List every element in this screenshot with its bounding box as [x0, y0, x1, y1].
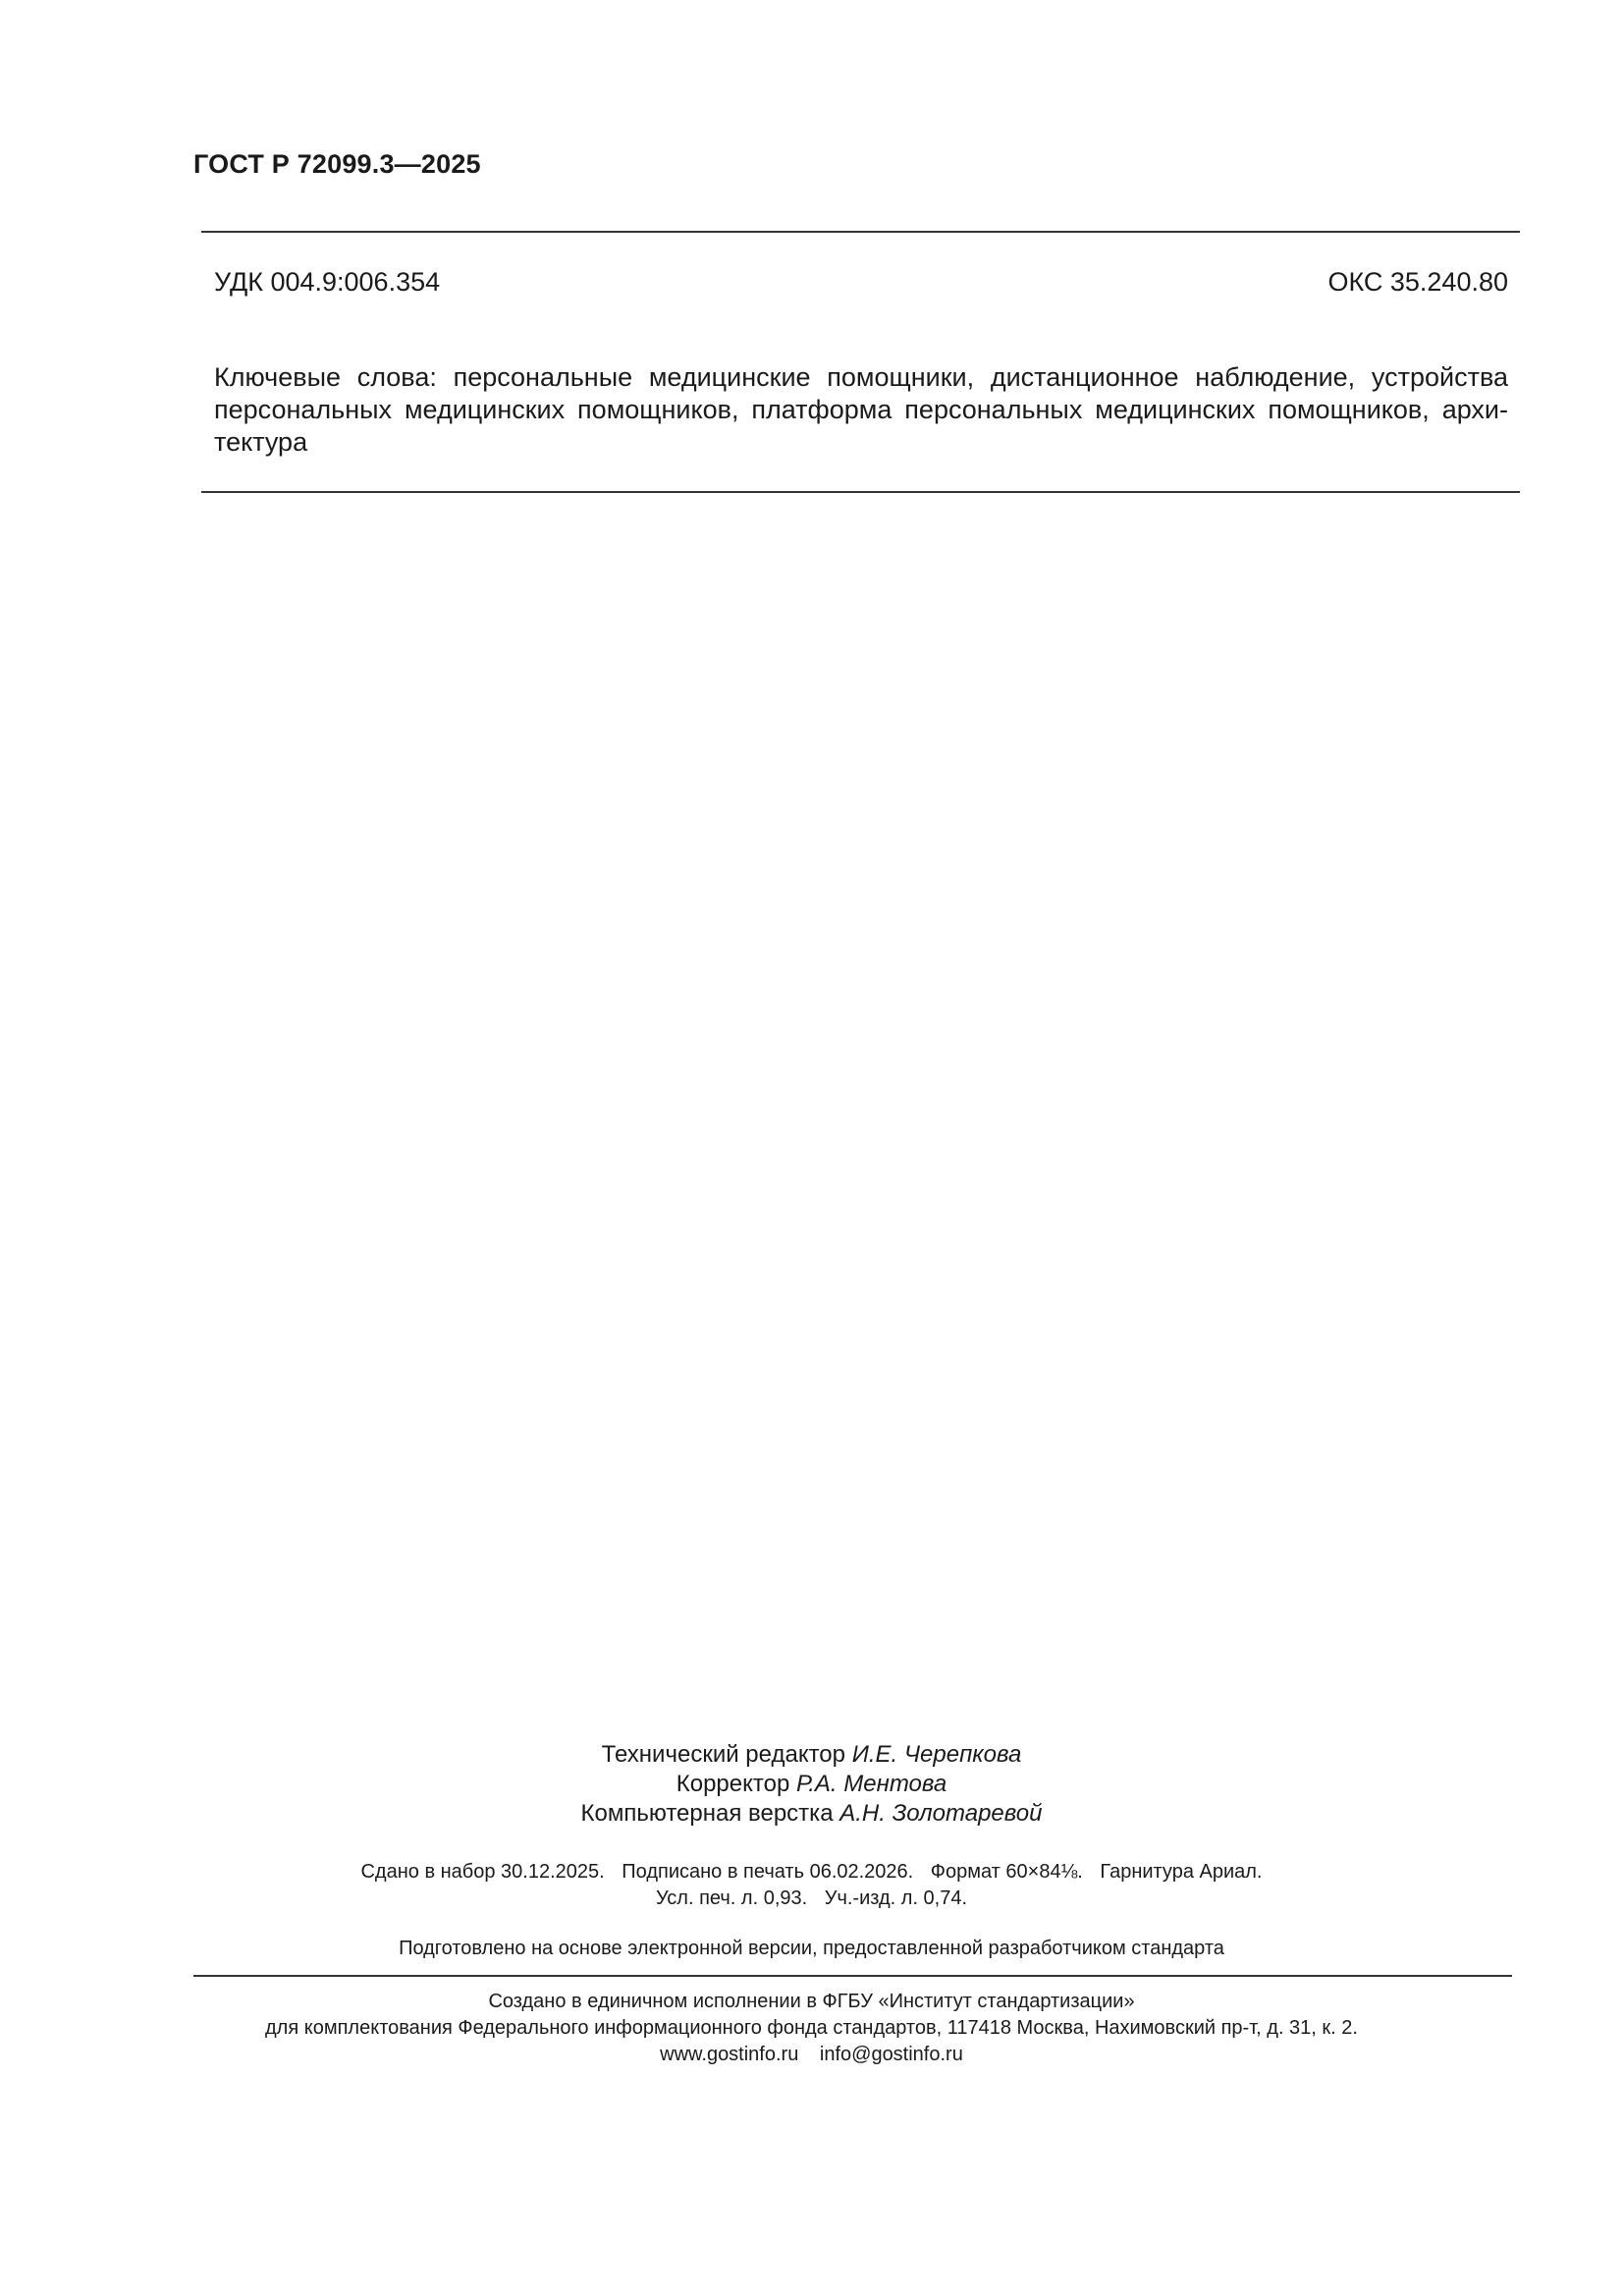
corrector-label: Корректор	[676, 1771, 790, 1797]
oks-code: ОКС 35.240.80	[1327, 267, 1508, 297]
typeface: Гарнитура Ариал.	[1100, 1861, 1263, 1883]
udk-code: УДК 004.9:006.354	[214, 267, 441, 297]
corrector-line	[0, 1770, 1623, 1799]
keywords-text: Ключевые слова: персональные медицинские помощники, дистанционное наблюдение, устройства персональных медицинских помощников, платформа персональных медицинских помощников, архи-тектура	[214, 362, 1508, 457]
print-info-line-2	[0, 1886, 1623, 1912]
layout-name: А.Н. Золотаревой	[839, 1800, 1043, 1827]
credits-block	[0, 1740, 1623, 1829]
middle-divider	[201, 491, 1520, 493]
signed-date: Подписано в печать 06.02.2026.	[622, 1861, 914, 1883]
website-link[interactable]: www.gostinfo.ru	[660, 2044, 799, 2065]
typeset-date: Сдано в набор 30.12.2025.	[360, 1861, 605, 1883]
tech-editor-label: Технический редактор	[601, 1741, 846, 1768]
publisher-block	[0, 1989, 1623, 2068]
publisher-line-2: для комплектования Федерального информационного фонда стандартов, 117418 Москва, Нахимовский пр-т, д. 31, к. 2.	[265, 2017, 1358, 2039]
publication-sheets: Уч.-изд. л. 0,74.	[824, 1887, 968, 1909]
email-link[interactable]: info@gostinfo.ru	[819, 2044, 963, 2065]
print-info-block	[0, 1859, 1623, 1912]
corrector-name: Р.А. Ментова	[795, 1771, 947, 1797]
publisher-line-1: Создано в единичном исполнении в ФГБУ «Институт стандартизации»	[488, 1991, 1135, 2012]
keywords-paragraph	[214, 361, 1508, 459]
tech-editor-line	[0, 1740, 1623, 1770]
footer-divider	[193, 1975, 1512, 1977]
document-code: ГОСТ Р 72099.3—2025	[193, 149, 481, 179]
prepared-note: Подготовлено на основе электронной версии, предоставленной разработчиком стандарта	[399, 1938, 1224, 1959]
layout-label: Компьютерная верстка	[580, 1800, 834, 1827]
print-sheets: Усл. печ. л. 0,93.	[655, 1887, 808, 1909]
tech-editor-name: И.Е. Черепкова	[851, 1741, 1022, 1768]
classification-row	[214, 267, 1508, 298]
layout-line	[0, 1799, 1623, 1829]
print-info-line-1	[0, 1859, 1623, 1886]
paper-format: Формат 60×84⅛.	[930, 1861, 1083, 1883]
publisher-contacts	[0, 2042, 1623, 2068]
top-divider	[201, 231, 1520, 233]
